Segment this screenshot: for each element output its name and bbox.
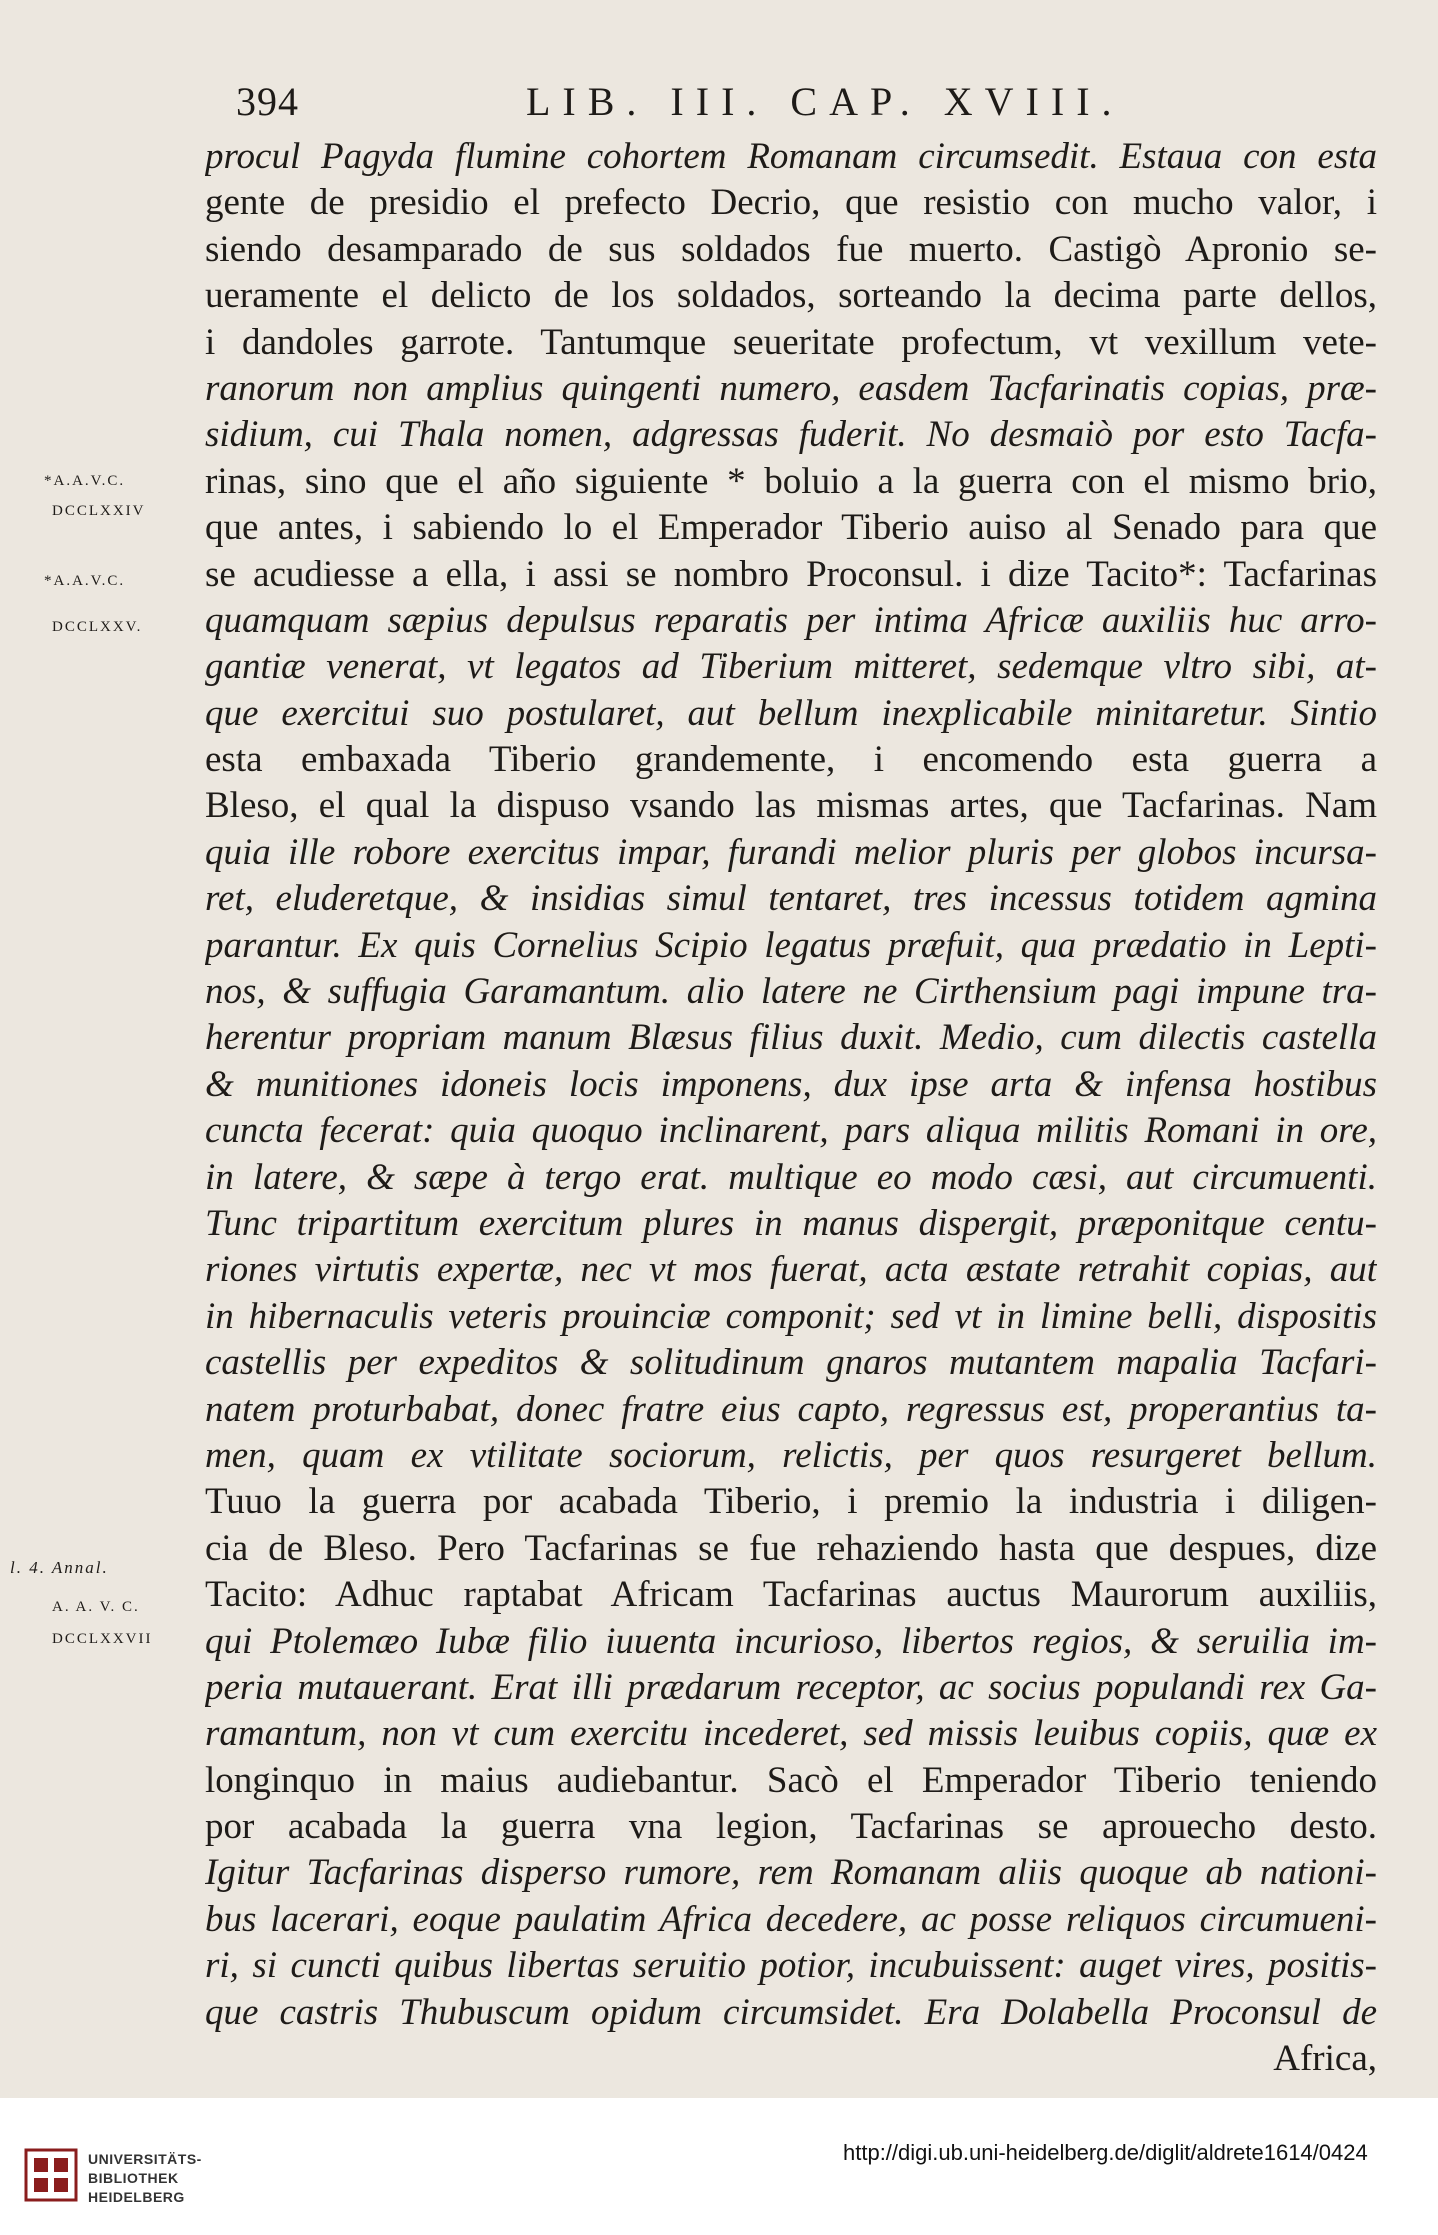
text-line: ramantum, non vt cum exercitu incederet, sed missis leuibus copiis, quæ ex <box>205 1713 1377 1755</box>
text-line: i dandoles garrote. Tantumque seueritate profectum, vt vexillum vete- <box>205 321 1377 363</box>
page-number: 394 <box>236 79 299 124</box>
text-line: men, quam ex vtilitate sociorum, relictis, per quos resurgeret bellum. <box>205 1434 1377 1476</box>
catchword: Africa, <box>1273 2038 1377 2080</box>
text-line: que castris Thubuscum opidum circumsidet. Era Dolabella Proconsul de <box>205 1991 1377 2033</box>
text-line: castellis per expeditos & solitudinum gnaros mutantem mapalia Tacfari- <box>205 1342 1377 1384</box>
text-line: que exercitui suo postularet, aut bellum inexplicabile minitaretur. Sintio <box>205 692 1377 734</box>
text-line: riones virtutis expertæ, nec vt mos fuerat, acta æstate retrahit copias, aut <box>205 1249 1377 1291</box>
viewer-footer <box>0 2098 1438 2235</box>
page-header <box>236 78 1376 138</box>
permalink-url[interactable]: http://digi.ub.uni-heidelberg.de/diglit/aldrete1614/0424 <box>843 2140 1368 2165</box>
text-line: siendo desamparado de sus soldados fue muerto. Castigò Apronio se- <box>205 228 1377 270</box>
text-line: se acudiesse a ella, i assi se nombro Proconsul. i dize Tacito*: Tacfarinas <box>205 553 1377 595</box>
margin-note: DCCLXXVII <box>52 1631 153 1647</box>
text-line: ret, eluderetque, & insidias simul tentaret, tres incessus totidem agmina <box>205 878 1377 920</box>
text-line: cuncta fecerat: quia quoquo inclinarent, pars aliqua militis Romani in ore, <box>205 1110 1377 1152</box>
margin-note: DCCLXXV. <box>52 619 143 635</box>
text-line: Tuuo la guerra por acabada Tiberio, i premio la industria i diligen- <box>205 1481 1377 1523</box>
text-line: gantiæ venerat, vt legatos ad Tiberium mitteret, sedemque vltro sibi, at- <box>205 646 1377 688</box>
text-line: quamquam sæpius depulsus reparatis per intima Africæ auxiliis huc arro- <box>205 599 1377 641</box>
text-line: gente de presidio el prefecto Decrio, que resistio con mucho valor, i <box>205 182 1377 224</box>
text-line: parantur. Ex quis Cornelius Scipio legatus præfuit, qua prædatio in Lepti- <box>205 924 1377 966</box>
running-head: LIB. III. CAP. XVIII. <box>526 79 1124 124</box>
library-logo[interactable] <box>24 2142 224 2212</box>
text-line: por acabada la guerra vna legion, Tacfarinas se aprouecho desto. <box>205 1806 1377 1848</box>
body-text <box>205 134 1377 2082</box>
text-line: esta embaxada Tiberio grandemente, i encomendo esta guerra a <box>205 739 1377 781</box>
margin-note: DCCLXXIV <box>52 503 146 519</box>
text-line: que antes, i sabiendo lo el Emperador Tiberio auiso al Senado para que <box>205 507 1377 549</box>
text-line: Igitur Tacfarinas disperso rumore, rem Romanam aliis quoque ab nationi- <box>205 1852 1377 1894</box>
text-line: in hibernaculis veteris prouinciæ componit; sed vt in limine belli, dispositis <box>205 1295 1377 1337</box>
margin-note: *A.A.V.C. <box>44 473 126 489</box>
text-line: Bleso, el qual la dispuso vsando las mismas artes, que Tacfarinas. Nam <box>205 785 1377 827</box>
text-line: ranorum non amplius quingenti numero, easdem Tacfarinatis copias, præ- <box>205 367 1377 409</box>
margin-note: l. 4. Annal. <box>10 1558 109 1577</box>
text-line: & munitiones idoneis locis imponens, dux ipse arta & infensa hostibus <box>205 1063 1377 1105</box>
text-line: in latere, & sæpe à tergo erat. multique eo modo cæsi, aut circumuenti. <box>205 1156 1377 1198</box>
text-line: sidium, cui Thala nomen, adgressas fuderit. No desmaiò por esto Tacfa- <box>205 414 1377 456</box>
text-line: ueramente el delicto de los soldados, sorteando la decima parte dellos, <box>205 275 1377 317</box>
text-line: Tacito: Adhuc raptabat Africam Tacfarinas auctus Maurorum auxiliis, <box>205 1574 1377 1616</box>
text-line: peria mutauerant. Erat illi prædarum receptor, ac socius populandi rex Ga- <box>205 1666 1377 1708</box>
text-line: cia de Bleso. Pero Tacfarinas se fue rehaziendo hasta que despues, dize <box>205 1527 1377 1569</box>
margin-note: A. A. V. C. <box>52 1599 140 1615</box>
text-line: rinas, sino que el año siguiente * boluio a la guerra con el mismo brio, <box>205 460 1377 502</box>
text-line: natem proturbabat, donec fratre eius capto, regressus est, properantius ta- <box>205 1388 1377 1430</box>
text-line: ri, si cuncti quibus libertas seruitio potior, incubuissent: auget vires, positis- <box>205 1945 1377 1987</box>
library-logo-icon <box>24 2148 78 2202</box>
text-line: qui Ptolemæo Iubæ filio iuuenta incurioso, libertos regios, & seruilia im- <box>205 1620 1377 1662</box>
text-line: quia ille robore exercitus impar, furandi melior pluris per globos incursa- <box>205 831 1377 873</box>
text-line: Tunc tripartitum exercitum plures in manus dispergit, præponitque centu- <box>205 1202 1377 1244</box>
text-line: nos, & suffugia Garamantum. alio latere ne Cirthensium pagi impune tra- <box>205 971 1377 1013</box>
text-line: bus lacerari, eoque paulatim Africa decedere, ac posse reliquos circumueni- <box>205 1898 1377 1940</box>
text-line: procul Pagyda flumine cohortem Romanam circumsedit. Estaua con esta <box>205 136 1377 177</box>
text-line: herentur propriam manum Blæsus filius duxit. Medio, cum dilectis castella <box>205 1017 1377 1059</box>
text-line: longinquo in maius audiebantur. Sacò el Emperador Tiberio teniendo <box>205 1759 1377 1801</box>
library-logo-text: UNIVERSITÄTS- BIBLIOTHEK HEIDELBERG <box>88 2151 202 2205</box>
margin-note: *A.A.V.C. <box>44 573 126 589</box>
